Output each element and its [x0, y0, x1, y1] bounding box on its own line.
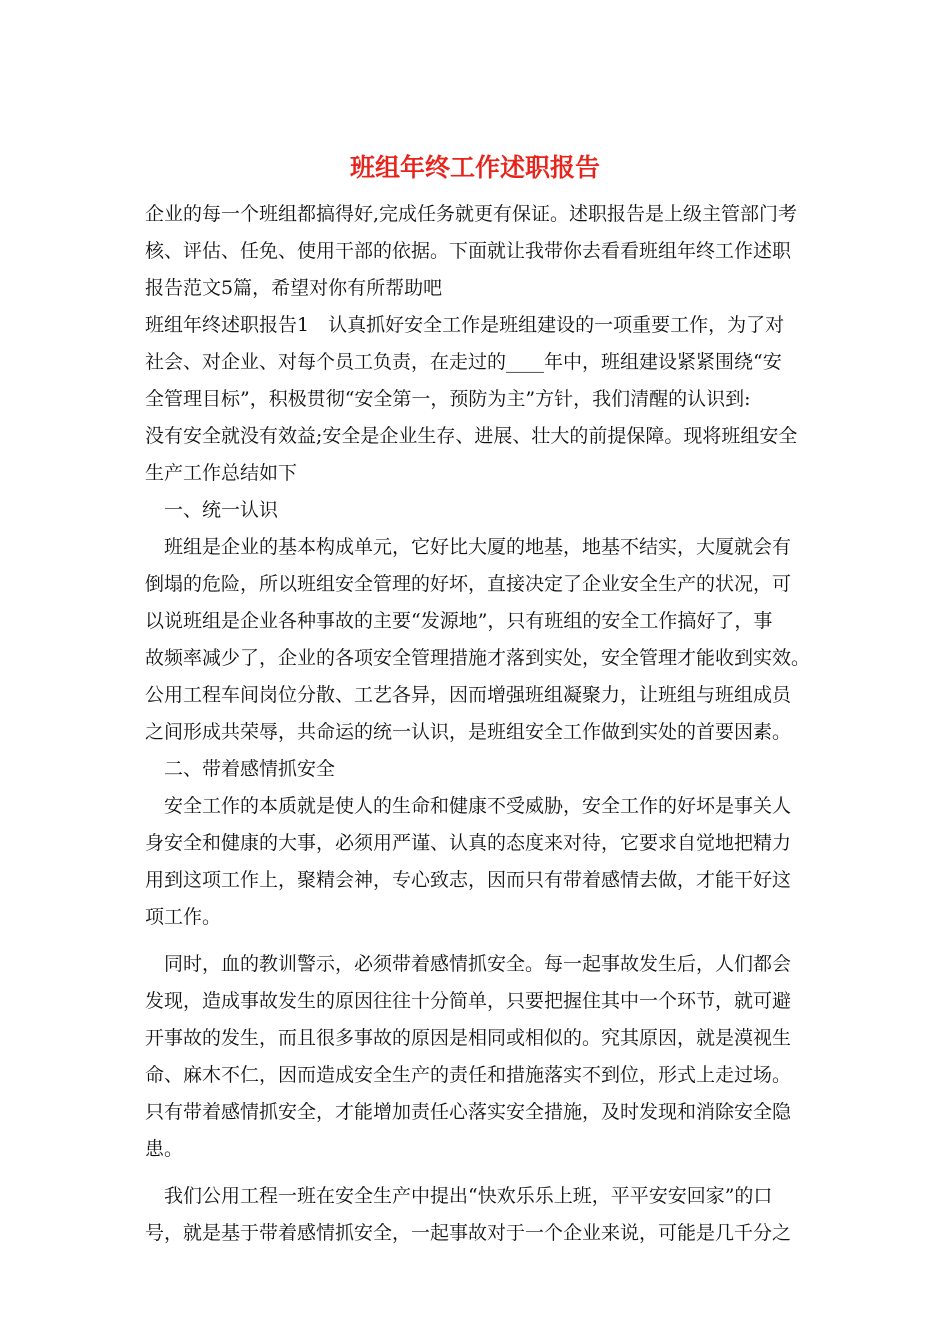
text-line: 倒塌的危险，所以班组安全管理的好坏，直接决定了企业安全生产的状况，可	[145, 573, 792, 595]
text-line: 用到这项工作上，聚精会神，专心致志，因而只有带着感情去做，才能干好这	[145, 869, 792, 891]
text-line: 号，就是基于带着感情抓安全，一起事故对于一个企业来说，可能是几千分之	[145, 1222, 792, 1244]
text-line: 以说班组是企业各种事故的主要“发源地”，只有班组的安全工作搞好了，事	[145, 610, 773, 632]
text-line: 之间形成共荣辱，共命运的统一认识，是班组安全工作做到实处的首要因素。	[145, 721, 792, 743]
paragraph-gap	[145, 936, 810, 946]
document-title: 班组年终工作述职报告	[349, 153, 600, 182]
text-line: 核、评估、任免、使用干部的依据。下面就让我带你去看看班组年终工作述职	[145, 240, 792, 262]
text-line: 同时，血的教训警示，必须带着感情抓安全。每一起事故发生后，人们都会	[164, 953, 792, 975]
text-line: 生产工作总结如下	[145, 462, 298, 484]
text-line: 只有带着感情抓安全，才能增加责任心落实安全措施，及时发现和消除安全隐	[145, 1101, 792, 1123]
text-line: 安全工作的本质就是使人的生命和健康不受威胁，安全工作的好坏是事关人	[164, 795, 792, 817]
text-line: 班组是企业的基本构成单元，它好比大厦的地基，地基不结实，大厦就会有	[164, 536, 792, 558]
text-line: 报告范文5篇，希望对你有所帮助吧	[145, 277, 443, 299]
text-line: 二、带着感情抓安全	[164, 758, 336, 780]
document-body	[145, 196, 810, 1252]
text-line: 故频率减少了，企业的各项安全管理措施才落到实处，安全管理才能收到实效。	[145, 647, 811, 669]
text-line: 班组年终述职报告1 认真抓好安全工作是班组建设的一项重要工作，为了对	[145, 314, 785, 336]
text-line: 患。	[145, 1138, 184, 1160]
text-line: 企业的每一个班组都搞得好,完成任务就更有保证。述职报告是上级主管部门考	[145, 203, 798, 225]
text-line: 命、麻木不仁，因而造成安全生产的责任和措施落实不到位，形式上走过场。	[145, 1064, 792, 1086]
text-line: 社会、对企业、对每个员工负责，在走过的____年中，班组建设紧紧围绕“安	[145, 351, 782, 373]
text-line: 全管理目标”，积极贯彻“安全第一，预防为主”方针，我们清醒的认识到:	[145, 388, 751, 410]
text-line: 公用工程车间岗位分散、工艺各异，因而增强班组凝聚力，让班组与班组成员	[145, 684, 792, 706]
text-line: 没有安全就没有效益;安全是企业生存、进展、壮大的前提保障。现将班组安全	[145, 425, 798, 447]
text-line: 项工作。	[145, 906, 222, 928]
text-line: 发现，造成事故发生的原因往往十分简单，只要把握住其中一个环节，就可避	[145, 990, 792, 1012]
text-line: 我们公用工程一班在安全生产中提出“快欢乐乐上班，平平安安回家”的口	[164, 1185, 773, 1207]
text-line: 身安全和健康的大事，必须用严谨、认真的态度来对待，它要求自觉地把精力	[145, 832, 792, 854]
text-line: 一、统一认识	[164, 499, 279, 521]
paragraph-gap	[145, 1168, 810, 1178]
text-line: 开事故的发生，而且很多事故的原因是相同或相似的。究其原因，就是漠视生	[145, 1027, 792, 1049]
